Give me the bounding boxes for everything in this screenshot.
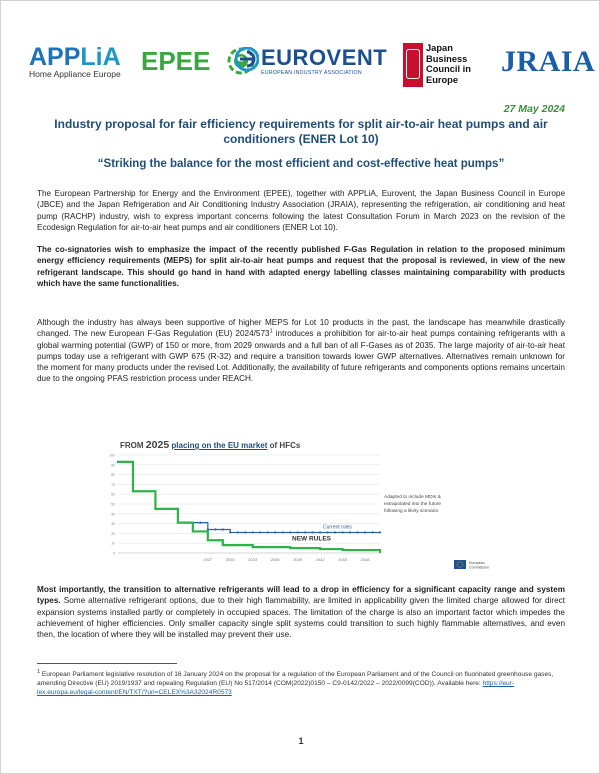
applia-logo: [29, 45, 121, 79]
x-tick-label: 2042: [315, 557, 325, 562]
y-tick-label: 60: [111, 492, 115, 497]
y-tick-label: 0: [113, 551, 115, 556]
chart-source: Commission: [469, 565, 489, 570]
intro-paragraph: The European Partnership for Energy and the Environment (EPEE), together with APPLiA, Eurovent, the Japan Business Council in Europe (JBCE) and the Japan Refrigeration and Air Conditioning Industry Association (JRAIA), representing the refrigeration, air conditioning and heat pump (RACHP) industry, wish to express important concerns following the latest Consultation Forum in March 2023 on the revision of the Ecodesign Regulation for air-to-air heat pumps and air conditioners (ENER Lot 10).: [37, 189, 565, 232]
series-point: [371, 531, 373, 533]
series-point: [304, 531, 306, 533]
hfc-phase-down-chart: [102, 439, 500, 579]
series-point: [327, 531, 329, 533]
chart-title-year: 2025: [145, 439, 170, 451]
x-tick-label: 2030: [225, 557, 235, 562]
y-tick-label: 40: [111, 512, 115, 517]
series-point: [214, 528, 216, 530]
series-point: [349, 531, 351, 533]
x-tick-label: 2048: [360, 557, 370, 562]
chart-annotation: following a likely scenario: [384, 509, 439, 514]
series-point: [259, 531, 261, 533]
x-tick-label: 2033: [248, 557, 258, 562]
series-point: [229, 531, 231, 533]
eu-flag-star: [460, 561, 461, 562]
eu-flag-star: [457, 564, 458, 565]
eu-flag-star: [462, 564, 463, 565]
series-point: [319, 531, 321, 533]
series-point: [244, 531, 246, 533]
page-number: 1: [298, 736, 304, 746]
document-subtitle: “Striking the balance for the most efficient and cost-effective heat pumps”: [97, 158, 505, 170]
jbce-line: Council in: [426, 64, 471, 75]
fgas-text-part1: Although the industry has always been supportive of higher MEPS for Lot 10 products in the past, the landscape has meanwhile drastically changed. The new European F-Gas Regulation (EU) 2024/573: [37, 318, 565, 339]
series-point: [334, 531, 336, 533]
y-tick-label: 10: [111, 541, 115, 546]
series-point: [199, 522, 201, 524]
footnote-ref[interactable]: 1: [269, 328, 273, 335]
series-point: [274, 531, 276, 533]
chart-annotation: extrapolated into the future: [384, 502, 442, 507]
efficiency-paragraph: [37, 584, 565, 640]
series-point: [207, 528, 209, 530]
series-label-current-rules: Current rules: [323, 524, 352, 531]
chart-title-link: placing on the EU market: [171, 441, 268, 450]
series-point: [237, 531, 239, 533]
y-tick-label: 30: [111, 522, 115, 527]
x-tick-label: 2045: [338, 557, 348, 562]
y-tick-label: 90: [111, 463, 115, 468]
series-point: [356, 531, 358, 533]
x-tick-label: 2027: [203, 557, 213, 562]
epee-logo: EPEE: [141, 46, 211, 76]
series-label-new-rules: NEW RULES: [292, 535, 331, 543]
jraia-logo: JRAIA: [501, 45, 596, 78]
eurovent-wordmark: EUROVENT: [261, 45, 388, 70]
document-title: Industry proposal for fair efficiency requirements for split air-to-air heat pumps and air conditioners (ENER Lot 10): [54, 117, 548, 146]
series-point: [267, 531, 269, 533]
y-tick-label: 70: [111, 482, 115, 487]
jbce-emblem-icon: [403, 43, 423, 87]
efficiency-lead: Most importantly, the transition to alternative refrigerants will lead to a drop in efficiency for a significant capacity range and system types.: [37, 585, 565, 606]
eu-flag-star: [462, 562, 463, 563]
series-point: [222, 528, 224, 530]
chart-source: European: [469, 561, 485, 565]
document-date: 27 May 2024: [503, 103, 565, 115]
footnote-link[interactable]: https://eur-lex.europa.eu/legal-content/EN/TXT/?uri=CELEX%3A32024R0573: [37, 680, 515, 696]
footnote-divider: [37, 663, 177, 664]
jbce-line: Europe: [426, 74, 459, 85]
series-point: [341, 531, 343, 533]
series-point: [312, 531, 314, 533]
efficiency-rest: Some alternative refrigerant options, due to their high flammability, are limited in applicability given the limited charge allowed for direct expansion systems installed partly or completely in occupied spaces. The limitation of the charge is also an important factor which impedes the achievement of higher efficiencies. Only smaller capacity single split systems could transition to such highly flammable alternatives, and even then, the location of where they will be installed may prevent their use.: [37, 596, 565, 640]
eurovent-tagline: EUROPEAN INDUSTRY ASSOCIATION: [261, 70, 362, 76]
eurovent-emblem-icon: [235, 47, 259, 71]
y-tick-label: 20: [111, 531, 115, 536]
y-tick-label: 80: [111, 473, 115, 478]
series-point: [364, 531, 366, 533]
series-line: [118, 462, 380, 553]
series-point: [252, 531, 254, 533]
eurovent-logo: [261, 47, 387, 76]
chart-title-prefix: FROM: [120, 441, 144, 450]
jbce-line: Business: [426, 53, 468, 64]
footnote-text: European Parliament legislative resolution of 16 January 2024 on the proposal for a regulation of the European Parliament and of the Council on fluorinated greenhouse gases, amending Directive (EU) 2019/1937 and repealing Regulation (EU) No 517/2014 (COM(2022)0150 – C9-0142/2022 – 2022/0099(COD)). Available here:: [37, 671, 554, 687]
y-tick-label: 50: [111, 502, 115, 507]
x-tick-label: 2039: [293, 557, 303, 562]
chart-title-suffix: of HFCs: [269, 441, 301, 450]
series-point: [289, 531, 291, 533]
jbce-wordmark: [426, 43, 471, 85]
fgas-paragraph: [37, 317, 565, 385]
applia-wordmark: APPLiA: [29, 43, 121, 71]
y-tick-label: 100: [109, 453, 115, 458]
footnote-number: 1: [37, 668, 41, 675]
eu-flag-star: [462, 566, 463, 567]
footnote: [37, 670, 565, 697]
chart-annotation: Adapted to include MDIs &: [384, 495, 441, 500]
jbce-line: Japan: [426, 43, 453, 53]
eu-flag-star: [458, 566, 459, 567]
fgas-text-part2: introduces a prohibition for air-to-air heat pumps containing refrigerants with a global warming potential (GWP) of 150 or more, from 2029 onwards and a full ban of all F-Gases as of 2035. The large majority of air-to-air heat pumps today use a refrigerant with GWP 675 (R-32) and require a transition towards lower GWP alternatives. Alternatives remain unknown for the moment for many products under the revised Lot. Additionally, the availability of future refrigerants and components options remains uncertain due to the ongoing PFAS restriction process under REACH.: [37, 329, 566, 384]
jbce-logo: [403, 43, 487, 87]
x-tick-label: 2036: [270, 557, 280, 562]
series-point: [379, 531, 381, 533]
series-point: [297, 531, 299, 533]
eu-flag-star: [458, 562, 459, 563]
emphasis-paragraph: The co-signatories wish to emphasize the impact of the recently published F-Gas Regulation in relation to the proposed minimum energy efficiency requirements (MEPS) for split air-to-air heat pumps and request that the proposal is reviewed, in view of the new refrigerant landscape. This should go hand in hand with adapted energy labelling classes maintaining comparability with products which have the same functionalities.: [37, 245, 565, 288]
eu-flag-star: [460, 567, 461, 568]
applia-tagline: Home Appliance Europe: [29, 69, 121, 79]
logo-bar: [29, 43, 596, 87]
series-line: [118, 462, 380, 533]
series-point: [282, 531, 284, 533]
chart-canvas: [102, 439, 500, 579]
